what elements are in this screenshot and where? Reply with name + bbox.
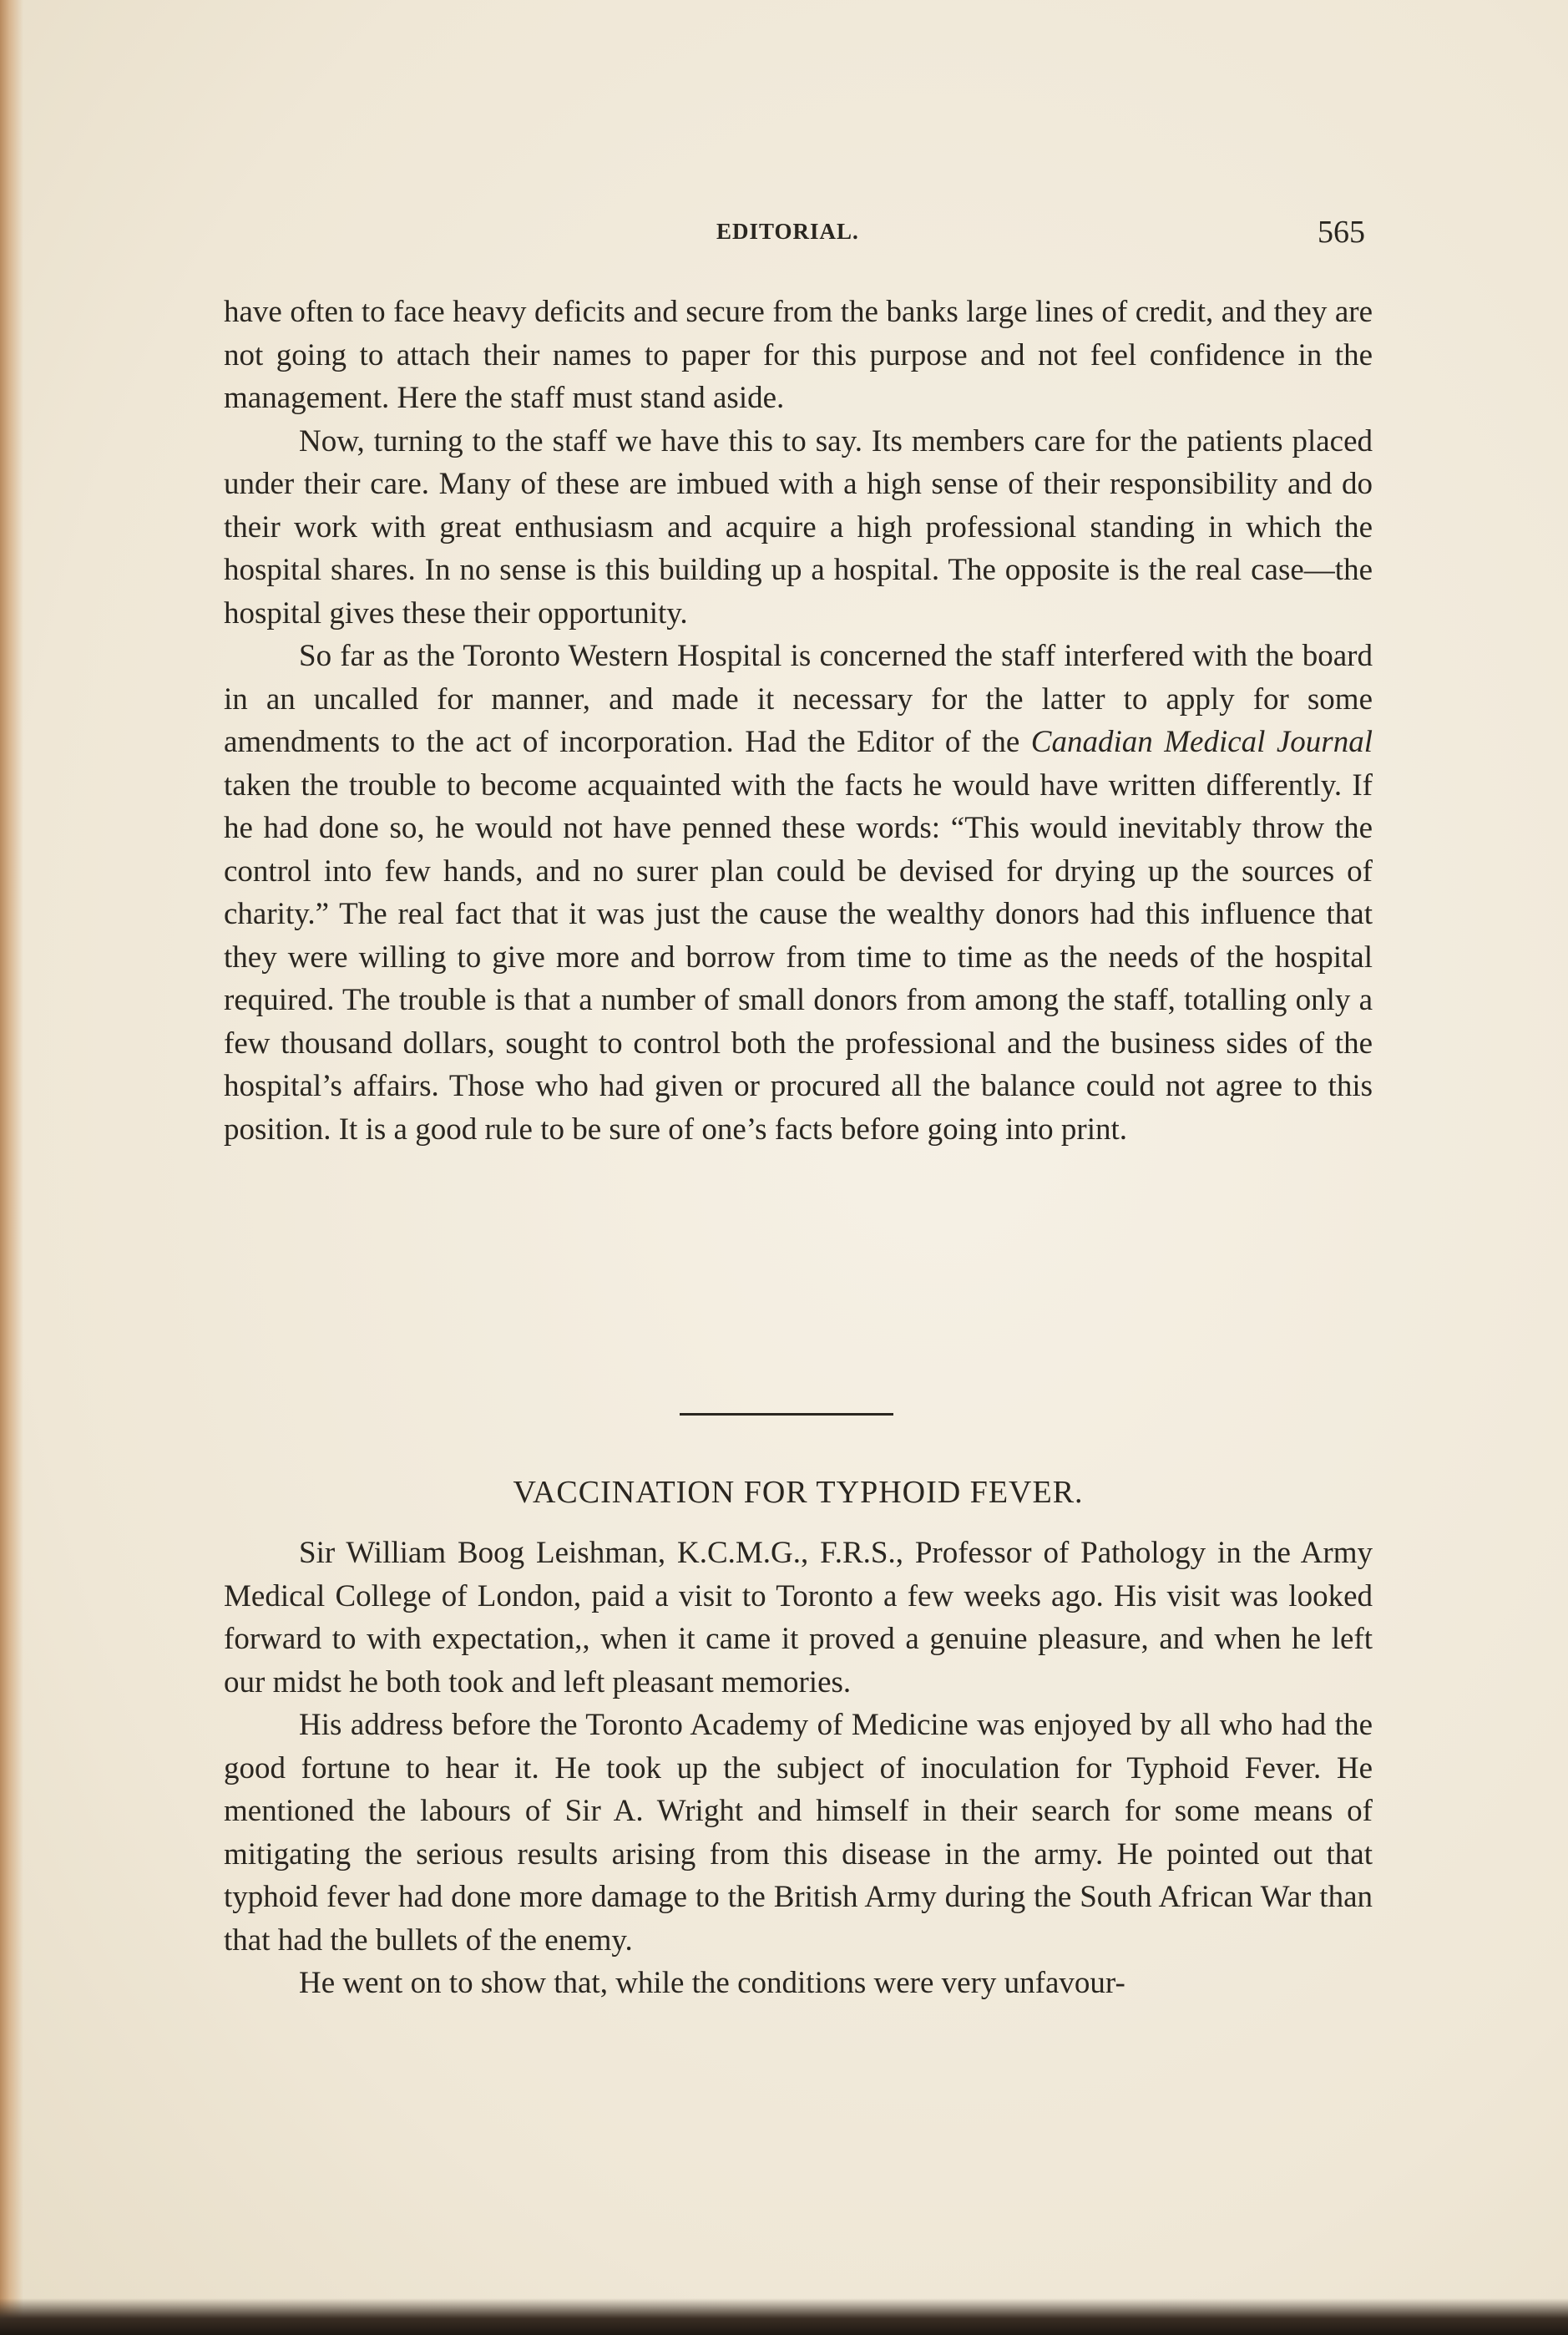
editorial-paragraph-1: have often to face heavy deficits and secure from the banks large lines of credit, and they are not going to attach their names to paper for this purpose and not feel confidence in the management. Here the staff must stand aside. bbox=[224, 295, 1373, 415]
page-bottom-shadow bbox=[0, 2298, 1568, 2335]
vaccination-paragraph-1: Sir William Boog Leishman, K.C.M.G., F.R.S., Professor of Pathology in the Army Medical College of London, paid a visit to Toronto a few weeks ago. His visit was looked forward to with expectation,, when it came it proved a genuine pleasure, and when he left our midst he both took and left pleasant memories. bbox=[224, 1536, 1373, 1699]
editorial-paragraph-3 bbox=[224, 635, 1373, 1151]
editorial-paragraph-2: Now, turning to the staff we have this to say. Its members care for the patients placed under their care. Many of these are imbued with a high sense of their responsibility and do their work with great enthusiasm and acquire a high professional standing in which the hospital shares. In no sense is this building up a hospital. The opposite is the real case—the hospital gives these their opportunity. bbox=[224, 423, 1373, 631]
paragraph-3-closing: taken the trouble to become acquainted with the facts he would have written differently. If he had done so, he would not have penned these words: “This would inevitably throw the control into few hands, and no surer plan could be devised for drying up the sources of charity.” The real fact that it was just the cause the wealthy donors had this influence that they were willing to give more and borrow from time to time as the needs of the hospital required. The trouble is that a number of small donors from among the staff, totalling only a few thousand dollars, sought to control both the professional and the business sides of the hospital’s affairs. Those who had given or procured all the balance could not agree to this position. It is a good rule to be sure of one’s facts before going into print. bbox=[224, 767, 1373, 1147]
running-head: EDITORIAL. bbox=[716, 219, 859, 244]
paragraph-3-opening: So far as the Toronto Western Hospital is concerned the staff interfered with the board in an uncalled for manner, and made it necessary for the latter to apply for some amendments to the act of incorporation. Had the Editor of the bbox=[224, 639, 1373, 759]
page-number: 565 bbox=[1318, 215, 1365, 250]
journal-title: Canadian Medical Journal bbox=[1030, 725, 1373, 759]
page-gutter-shadow bbox=[0, 0, 23, 2335]
editorial-text bbox=[224, 291, 1373, 1151]
section-divider bbox=[680, 1413, 893, 1416]
vaccination-text bbox=[224, 1532, 1373, 2005]
vaccination-paragraph-2: His address before the Toronto Academy of Medicine was enjoyed by all who had the good fortune to hear it. He took up the subject of inoculation for Typhoid Fever. He mentioned the labours of Sir A. Wright and himself in their search for some means of mitigating the serious results arising from this disease in the army. He pointed out that typhoid fever had done more damage to the British Army during the South African War than that had the bullets of the enemy. bbox=[224, 1708, 1373, 1958]
section-title: VACCINATION FOR TYPHOID FEVER. bbox=[513, 1475, 1084, 1510]
vaccination-paragraph-3: He went on to show that, while the conditions were very unfavour- bbox=[299, 1966, 1125, 2000]
